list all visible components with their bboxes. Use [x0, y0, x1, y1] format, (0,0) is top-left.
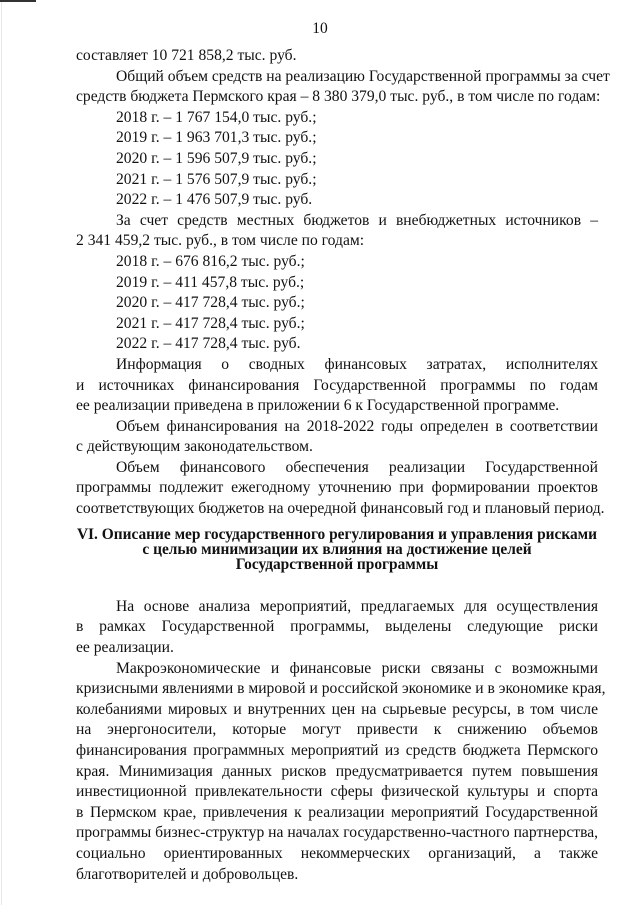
text-line: социально ориентированных некоммерческих организаций, а также [76, 845, 598, 862]
text-line: программы бизнес-структур на началах государственно-частного партнерства, [76, 824, 599, 842]
list-regional-by-year [76, 108, 598, 211]
paragraph-funding-period [76, 417, 598, 458]
text-line: края. Минимизация данных рисков предусматривается путем повышения [76, 762, 598, 780]
paragraph-annual-update [76, 458, 605, 520]
list-item: 2021 г. – 1 576 507,9 тыс. руб.; [116, 170, 317, 188]
page-left-edge [1, 0, 2, 905]
text-line: составляет 10 721 858,2 тыс. руб. [76, 47, 297, 64]
page-number: 10 [312, 20, 328, 37]
text-line: благотворителей и добровольцев. [76, 865, 299, 883]
page-corner-mark [0, 0, 36, 2]
document-body [76, 46, 610, 885]
text-line: в Пермском крае, привлечения к реализации мероприятий Государственной [76, 803, 598, 821]
text-line: Общий объем средств на реализацию Государственной программы за счет [116, 67, 610, 85]
text-line: Объем финансирования на 2018-2022 годы определен в соответствии [116, 417, 598, 435]
text-line: Макроэкономические и финансовые риски связаны с возможными [116, 659, 598, 677]
text-line: финансирования программных мероприятий из средств бюджета Пермского [76, 742, 598, 760]
text-line: соответствующих бюджетов на очередной финансовый год и плановый период. [76, 500, 605, 518]
text-line: средств бюджета Пермского края – 8 380 379,0 тыс. руб., в том числе по годам: [76, 88, 601, 106]
text-line: За счет средств местных бюджетов и внебюджетных источников – [116, 211, 598, 229]
text-line: программы подлежит ежегодному уточнению при формировании проектов [76, 479, 598, 497]
list-item: 2020 г. – 417 728,4 тыс. руб.; [116, 294, 305, 312]
section-heading [76, 527, 598, 573]
text-line: инвестиционной привлекательности сферы физической культуры и спорта [76, 783, 598, 801]
spacer [76, 583, 598, 597]
text-line: На основе анализа мероприятий, предлагаемых для осуществления [116, 597, 598, 615]
list-item: 2018 г. – 676 816,2 тыс. руб.; [116, 252, 305, 270]
text-line: в рамках Государственной программы, выделены следующие риски [76, 618, 598, 636]
text-line: ее реализации приведена в приложении 6 к Государственной программе. [76, 397, 560, 415]
heading-line: с целью минимизации их влияния на достижение целей [142, 541, 532, 559]
list-item: 2022 г. – 1 476 507,9 тыс. руб. [116, 191, 313, 209]
text-line: 2 341 459,2 тыс. руб., в том числе по годам: [76, 232, 365, 250]
text-line: Объем финансового обеспечения реализации Государственной [116, 458, 598, 476]
list-local-by-year [76, 252, 598, 355]
list-item: 2019 г. – 411 457,8 тыс. руб.; [116, 273, 305, 291]
heading-line: Государственной программы [235, 556, 439, 574]
list-item: 2019 г. – 1 963 701,3 тыс. руб.; [116, 129, 317, 147]
text-line: Информация о сводных финансовых затратах, исполнителях [116, 355, 598, 373]
heading-line: VI. Описание мер государственного регулирования и управления рисками [76, 525, 598, 543]
text-line: и источниках финансирования Государственной программы по годам [76, 376, 598, 394]
text-line: на энергоносители, которые могут привести к снижению объемов [76, 721, 598, 739]
paragraph-total-funding [76, 46, 598, 67]
text-line: ее реализации. [76, 639, 174, 657]
list-item: 2022 г. – 417 728,4 тыс. руб. [116, 335, 301, 353]
paragraph-risk-analysis [76, 597, 598, 659]
paragraph-macro-risks [76, 659, 606, 886]
list-item: 2021 г. – 417 728,4 тыс. руб.; [116, 314, 305, 332]
paragraph-local-budgets [76, 211, 598, 252]
list-item: 2018 г. – 1 767 154,0 тыс. руб.; [116, 108, 317, 126]
paragraph-summary-info [76, 355, 598, 417]
paragraph-regional-budget [76, 67, 610, 108]
text-line: колебаниями мировых и внутренних цен на сырьевые ресурсы, в том числе [76, 700, 598, 718]
text-line: с действующим законодательством. [76, 438, 313, 456]
list-item: 2020 г. – 1 596 507,9 тыс. руб.; [116, 149, 317, 167]
text-line: кризисными явлениями в мировой и российской экономике и в экономике края, [76, 680, 606, 698]
